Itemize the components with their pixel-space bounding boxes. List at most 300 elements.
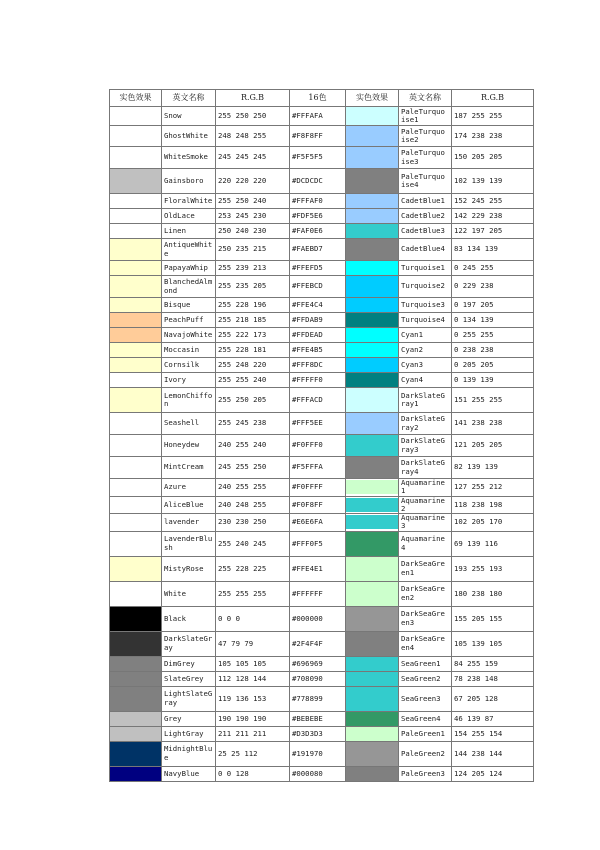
rgb-value-right: 82 139 139 <box>452 457 534 479</box>
color-swatch <box>110 209 161 223</box>
rgb-value-right: 102 139 139 <box>452 169 534 194</box>
rgb-value-left: 240 255 255 <box>216 479 290 497</box>
rgb-value-right: 154 255 154 <box>452 726 534 741</box>
color-name-left: GhostWhite <box>162 126 216 147</box>
swatch-cell-right <box>346 479 399 497</box>
color-swatch <box>110 582 161 606</box>
swatch-cell-left <box>110 107 162 126</box>
color-swatch <box>346 239 398 260</box>
swatch-cell-left <box>110 531 162 556</box>
color-name-right: SeaGreen2 <box>399 671 452 686</box>
color-swatch <box>346 107 398 125</box>
hex-value: #F0FFF0 <box>290 435 346 457</box>
table-row <box>110 343 534 358</box>
swatch-cell-right <box>346 107 399 126</box>
color-name-right: DarkSlateGray3 <box>399 435 452 457</box>
swatch-cell-left <box>110 741 162 766</box>
swatch-cell-right <box>346 496 399 514</box>
swatch-cell-right <box>346 388 399 413</box>
color-name-left: White <box>162 581 216 606</box>
rgb-value-right: 152 245 255 <box>452 194 534 209</box>
swatch-cell-left <box>110 606 162 631</box>
color-name-left: Azure <box>162 479 216 497</box>
color-name-left: NavyBlue <box>162 766 216 781</box>
table-row <box>110 766 534 781</box>
color-name-left: Moccasin <box>162 343 216 358</box>
color-name-right: Cyan2 <box>399 343 452 358</box>
color-name-left: LightSlateGray <box>162 686 216 711</box>
table-row <box>110 209 534 224</box>
hex-value: #F5F5F5 <box>290 147 346 169</box>
hex-value: #BEBEBE <box>290 711 346 726</box>
color-swatch <box>346 373 398 387</box>
hex-value: #D3D3D3 <box>290 726 346 741</box>
color-swatch <box>346 557 398 581</box>
color-swatch <box>346 582 398 606</box>
color-name-right: PaleGreen3 <box>399 766 452 781</box>
color-swatch <box>110 767 161 781</box>
hex-value: #000000 <box>290 606 346 631</box>
color-name-right: Cyan1 <box>399 328 452 343</box>
color-name-left: LightGray <box>162 726 216 741</box>
hex-value: #F8F8FF <box>290 126 346 147</box>
color-name-left: OldLace <box>162 209 216 224</box>
rgb-value-right: 46 139 87 <box>452 711 534 726</box>
color-name-right: Aquamarine1 <box>399 479 452 497</box>
color-swatch <box>110 657 161 671</box>
color-swatch <box>346 388 398 412</box>
rgb-value-right: 174 238 238 <box>452 126 534 147</box>
rgb-value-left: 250 235 215 <box>216 239 290 261</box>
color-swatch <box>110 413 161 434</box>
hex-value: #FFF0F5 <box>290 531 346 556</box>
color-swatch <box>346 313 398 327</box>
rgb-value-left: 255 218 185 <box>216 313 290 328</box>
table-row <box>110 388 534 413</box>
rgb-value-left: 255 245 238 <box>216 413 290 435</box>
hex-value: #FFDEAD <box>290 328 346 343</box>
rgb-value-left: 255 228 181 <box>216 343 290 358</box>
hex-value: #778899 <box>290 686 346 711</box>
table-row <box>110 711 534 726</box>
color-name-right: DarkSlateGray4 <box>399 457 452 479</box>
color-name-left: AliceBlue <box>162 496 216 514</box>
color-name-left: LavenderBlush <box>162 531 216 556</box>
table-row <box>110 276 534 298</box>
swatch-cell-left <box>110 671 162 686</box>
swatch-cell-right <box>346 581 399 606</box>
color-swatch <box>346 147 398 168</box>
color-name-right: DarkSeaGreen2 <box>399 581 452 606</box>
swatch-cell-left <box>110 388 162 413</box>
header-swatch-left: 实色效果 <box>110 90 162 107</box>
hex-value: #2F4F4F <box>290 631 346 656</box>
rgb-value-right: 127 255 212 <box>452 479 534 497</box>
color-swatch <box>346 742 398 766</box>
color-name-right: PaleTurquoise3 <box>399 147 452 169</box>
swatch-cell-left <box>110 126 162 147</box>
table-row <box>110 457 534 479</box>
color-swatch <box>110 742 161 766</box>
color-name-right: CadetBlue4 <box>399 239 452 261</box>
color-swatch <box>110 515 161 529</box>
rgb-value-left: 255 239 213 <box>216 261 290 276</box>
swatch-cell-right <box>346 194 399 209</box>
rgb-value-left: 255 228 196 <box>216 298 290 313</box>
swatch-cell-left <box>110 556 162 581</box>
color-swatch <box>110 224 161 238</box>
color-name-left: PapayaWhip <box>162 261 216 276</box>
rgb-value-left: 248 248 255 <box>216 126 290 147</box>
swatch-cell-right <box>346 126 399 147</box>
swatch-cell-left <box>110 711 162 726</box>
table-row <box>110 581 534 606</box>
rgb-value-right: 69 139 116 <box>452 531 534 556</box>
header-swatch-right: 实色效果 <box>346 90 399 107</box>
table-row <box>110 358 534 373</box>
color-name-right: SeaGreen1 <box>399 656 452 671</box>
color-name-right: Aquamarine3 <box>399 514 452 532</box>
table-row <box>110 169 534 194</box>
rgb-value-left: 220 220 220 <box>216 169 290 194</box>
swatch-cell-right <box>346 606 399 631</box>
swatch-cell-right <box>346 556 399 581</box>
rgb-value-right: 0 197 205 <box>452 298 534 313</box>
table-row <box>110 224 534 239</box>
swatch-cell-right <box>346 514 399 532</box>
color-swatch <box>110 498 161 512</box>
color-name-left: Honeydew <box>162 435 216 457</box>
table-row <box>110 606 534 631</box>
rgb-value-left: 250 240 230 <box>216 224 290 239</box>
table-row <box>110 107 534 126</box>
swatch-cell-right <box>346 298 399 313</box>
table-row <box>110 147 534 169</box>
color-name-left: Ivory <box>162 373 216 388</box>
swatch-cell-right <box>346 531 399 556</box>
table-row <box>110 556 534 581</box>
swatch-cell-left <box>110 766 162 781</box>
swatch-cell-right <box>346 328 399 343</box>
rgb-value-left: 190 190 190 <box>216 711 290 726</box>
hex-value: #DCDCDC <box>290 169 346 194</box>
color-swatch <box>346 767 398 781</box>
swatch-cell-left <box>110 514 162 532</box>
color-swatch <box>346 480 398 494</box>
swatch-cell-left <box>110 686 162 711</box>
table-row <box>110 514 534 532</box>
rgb-value-right: 144 238 144 <box>452 741 534 766</box>
color-swatch <box>346 261 398 275</box>
rgb-value-left: 119 136 153 <box>216 686 290 711</box>
color-name-left: DimGrey <box>162 656 216 671</box>
color-name-left: Snow <box>162 107 216 126</box>
color-swatch <box>110 632 161 656</box>
color-name-left: MintCream <box>162 457 216 479</box>
color-swatch <box>110 169 161 193</box>
rgb-value-left: 211 211 211 <box>216 726 290 741</box>
color-swatch <box>346 712 398 726</box>
rgb-value-right: 118 238 198 <box>452 496 534 514</box>
rgb-value-right: 102 205 170 <box>452 514 534 532</box>
color-swatch <box>110 358 161 372</box>
color-name-left: DarkSlateGray <box>162 631 216 656</box>
color-name-right: Aquamarine2 <box>399 496 452 514</box>
hex-value: #FFE4B5 <box>290 343 346 358</box>
rgb-value-left: 255 250 205 <box>216 388 290 413</box>
color-name-right: CadetBlue3 <box>399 224 452 239</box>
swatch-cell-right <box>346 435 399 457</box>
swatch-cell-right <box>346 261 399 276</box>
color-name-left: MidnightBlue <box>162 741 216 766</box>
table-row <box>110 671 534 686</box>
rgb-value-right: 124 205 124 <box>452 766 534 781</box>
color-name-right: DarkSeaGreen4 <box>399 631 452 656</box>
rgb-value-left: 47 79 79 <box>216 631 290 656</box>
rgb-value-right: 0 205 205 <box>452 358 534 373</box>
rgb-value-left: 0 0 128 <box>216 766 290 781</box>
hex-value: #191970 <box>290 741 346 766</box>
color-swatch <box>346 435 398 456</box>
rgb-value-right: 193 255 193 <box>452 556 534 581</box>
color-swatch <box>346 687 398 711</box>
color-swatch <box>346 632 398 656</box>
color-table-page <box>109 89 533 782</box>
color-name-right: Turquoise1 <box>399 261 452 276</box>
color-name-right: Turquoise4 <box>399 313 452 328</box>
hex-value: #FFEFD5 <box>290 261 346 276</box>
color-name-right: PaleGreen1 <box>399 726 452 741</box>
rgb-value-right: 0 245 255 <box>452 261 534 276</box>
color-swatch <box>346 298 398 312</box>
table-row <box>110 126 534 147</box>
swatch-cell-left <box>110 276 162 298</box>
header-row <box>110 90 534 107</box>
rgb-value-left: 255 255 240 <box>216 373 290 388</box>
table-row <box>110 313 534 328</box>
color-name-left: Seashell <box>162 413 216 435</box>
table-row <box>110 496 534 514</box>
rgb-value-right: 78 238 148 <box>452 671 534 686</box>
rgb-value-left: 255 228 225 <box>216 556 290 581</box>
swatch-cell-right <box>346 276 399 298</box>
table-row <box>110 631 534 656</box>
swatch-cell-right <box>346 671 399 686</box>
rgb-value-right: 151 255 255 <box>452 388 534 413</box>
rgb-value-right: 0 255 255 <box>452 328 534 343</box>
color-swatch <box>110 313 161 327</box>
color-name-right: DarkSlateGray1 <box>399 388 452 413</box>
color-name-right: Cyan3 <box>399 358 452 373</box>
header-hex: 16色 <box>290 90 346 107</box>
color-name-left: lavender <box>162 514 216 532</box>
color-name-left: WhiteSmoke <box>162 147 216 169</box>
header-rgb-left: R.G.B <box>216 90 290 107</box>
rgb-value-left: 253 245 230 <box>216 209 290 224</box>
color-swatch <box>346 498 398 512</box>
color-name-right: CadetBlue1 <box>399 194 452 209</box>
color-swatch <box>110 328 161 342</box>
swatch-cell-left <box>110 457 162 479</box>
swatch-cell-right <box>346 741 399 766</box>
table-row <box>110 373 534 388</box>
hex-value: #696969 <box>290 656 346 671</box>
color-name-right: PaleTurquoise1 <box>399 107 452 126</box>
swatch-cell-right <box>346 313 399 328</box>
color-name-right: DarkSeaGreen3 <box>399 606 452 631</box>
table-row <box>110 531 534 556</box>
color-swatch <box>110 727 161 741</box>
color-swatch <box>110 373 161 387</box>
hex-value: #000080 <box>290 766 346 781</box>
rgb-value-right: 187 255 255 <box>452 107 534 126</box>
table-row <box>110 298 534 313</box>
color-swatch <box>110 239 161 260</box>
swatch-cell-left <box>110 343 162 358</box>
header-name-left: 英文名称 <box>162 90 216 107</box>
table-row <box>110 413 534 435</box>
swatch-cell-left <box>110 239 162 261</box>
color-swatch <box>346 276 398 297</box>
color-name-left: Gainsboro <box>162 169 216 194</box>
color-swatch <box>346 457 398 478</box>
color-swatch <box>346 194 398 208</box>
color-swatch <box>110 126 161 146</box>
color-name-left: AntiqueWhite <box>162 239 216 261</box>
color-swatch <box>110 194 161 208</box>
color-swatch <box>110 480 161 494</box>
color-swatch <box>110 712 161 726</box>
table-row <box>110 239 534 261</box>
swatch-cell-left <box>110 147 162 169</box>
table-row <box>110 328 534 343</box>
rgb-value-left: 112 128 144 <box>216 671 290 686</box>
swatch-cell-left <box>110 169 162 194</box>
swatch-cell-left <box>110 328 162 343</box>
rgb-value-right: 0 238 238 <box>452 343 534 358</box>
color-swatch <box>110 672 161 686</box>
color-swatch <box>110 261 161 275</box>
color-name-left: Cornsilk <box>162 358 216 373</box>
swatch-cell-left <box>110 631 162 656</box>
color-name-right: SeaGreen4 <box>399 711 452 726</box>
color-swatch <box>110 435 161 456</box>
table-row <box>110 686 534 711</box>
color-swatch <box>110 147 161 168</box>
hex-value: #FDF5E6 <box>290 209 346 224</box>
color-name-right: DarkSlateGray2 <box>399 413 452 435</box>
hex-value: #FFFAFA <box>290 107 346 126</box>
color-name-right: CadetBlue2 <box>399 209 452 224</box>
color-swatch <box>346 515 398 529</box>
rgb-value-left: 255 222 173 <box>216 328 290 343</box>
color-name-left: NavajoWhite <box>162 328 216 343</box>
color-swatch <box>346 532 398 556</box>
rgb-value-right: 105 139 105 <box>452 631 534 656</box>
color-swatch <box>346 224 398 238</box>
color-name-right: PaleTurquoise2 <box>399 126 452 147</box>
color-name-left: BlanchedAlmond <box>162 276 216 298</box>
color-name-left: Bisque <box>162 298 216 313</box>
swatch-cell-right <box>346 209 399 224</box>
rgb-value-left: 240 248 255 <box>216 496 290 514</box>
hex-value: #FFF5EE <box>290 413 346 435</box>
hex-value: #F0FFFF <box>290 479 346 497</box>
swatch-cell-right <box>346 413 399 435</box>
color-swatch <box>346 727 398 741</box>
color-swatch <box>110 532 161 556</box>
swatch-cell-right <box>346 766 399 781</box>
color-name-left: MistyRose <box>162 556 216 581</box>
rgb-value-left: 0 0 0 <box>216 606 290 631</box>
rgb-value-left: 255 250 250 <box>216 107 290 126</box>
rgb-value-right: 150 205 205 <box>452 147 534 169</box>
hex-value: #708090 <box>290 671 346 686</box>
rgb-value-right: 155 205 155 <box>452 606 534 631</box>
color-swatch <box>110 557 161 581</box>
rgb-value-left: 245 245 245 <box>216 147 290 169</box>
table-row <box>110 726 534 741</box>
rgb-value-left: 255 250 240 <box>216 194 290 209</box>
table-row <box>110 194 534 209</box>
swatch-cell-left <box>110 209 162 224</box>
color-name-right: DarkSeaGreen1 <box>399 556 452 581</box>
color-name-right: Aquamarine4 <box>399 531 452 556</box>
color-name-right: Cyan4 <box>399 373 452 388</box>
hex-value: #FFE4E1 <box>290 556 346 581</box>
hex-value: #F0F8FF <box>290 496 346 514</box>
hex-value: #FFFFF0 <box>290 373 346 388</box>
rgb-value-right: 122 197 205 <box>452 224 534 239</box>
swatch-cell-right <box>346 358 399 373</box>
rgb-value-right: 180 238 180 <box>452 581 534 606</box>
rgb-value-right: 0 134 139 <box>452 313 534 328</box>
color-swatch <box>110 343 161 357</box>
swatch-cell-left <box>110 435 162 457</box>
rgb-value-right: 141 238 238 <box>452 413 534 435</box>
swatch-cell-right <box>346 169 399 194</box>
color-name-right: PaleGreen2 <box>399 741 452 766</box>
color-swatch <box>110 388 161 412</box>
rgb-value-right: 67 205 128 <box>452 686 534 711</box>
color-swatch <box>346 343 398 357</box>
swatch-cell-left <box>110 581 162 606</box>
color-swatch <box>346 672 398 686</box>
color-swatch <box>110 687 161 711</box>
color-name-right: SeaGreen3 <box>399 686 452 711</box>
color-name-right: Turquoise2 <box>399 276 452 298</box>
swatch-cell-right <box>346 457 399 479</box>
swatch-cell-left <box>110 656 162 671</box>
swatch-cell-right <box>346 686 399 711</box>
table-row <box>110 741 534 766</box>
rgb-value-right: 0 229 238 <box>452 276 534 298</box>
swatch-cell-left <box>110 224 162 239</box>
color-name-right: PaleTurquoise4 <box>399 169 452 194</box>
rgb-value-left: 105 105 105 <box>216 656 290 671</box>
color-name-left: SlateGrey <box>162 671 216 686</box>
swatch-cell-left <box>110 496 162 514</box>
hex-value: #FFFFFF <box>290 581 346 606</box>
color-swatch <box>346 607 398 631</box>
hex-value: #E6E6FA <box>290 514 346 532</box>
rgb-value-left: 230 230 250 <box>216 514 290 532</box>
swatch-cell-right <box>346 726 399 741</box>
swatch-cell-left <box>110 373 162 388</box>
swatch-cell-left <box>110 313 162 328</box>
swatch-cell-right <box>346 343 399 358</box>
color-swatch <box>110 276 161 297</box>
